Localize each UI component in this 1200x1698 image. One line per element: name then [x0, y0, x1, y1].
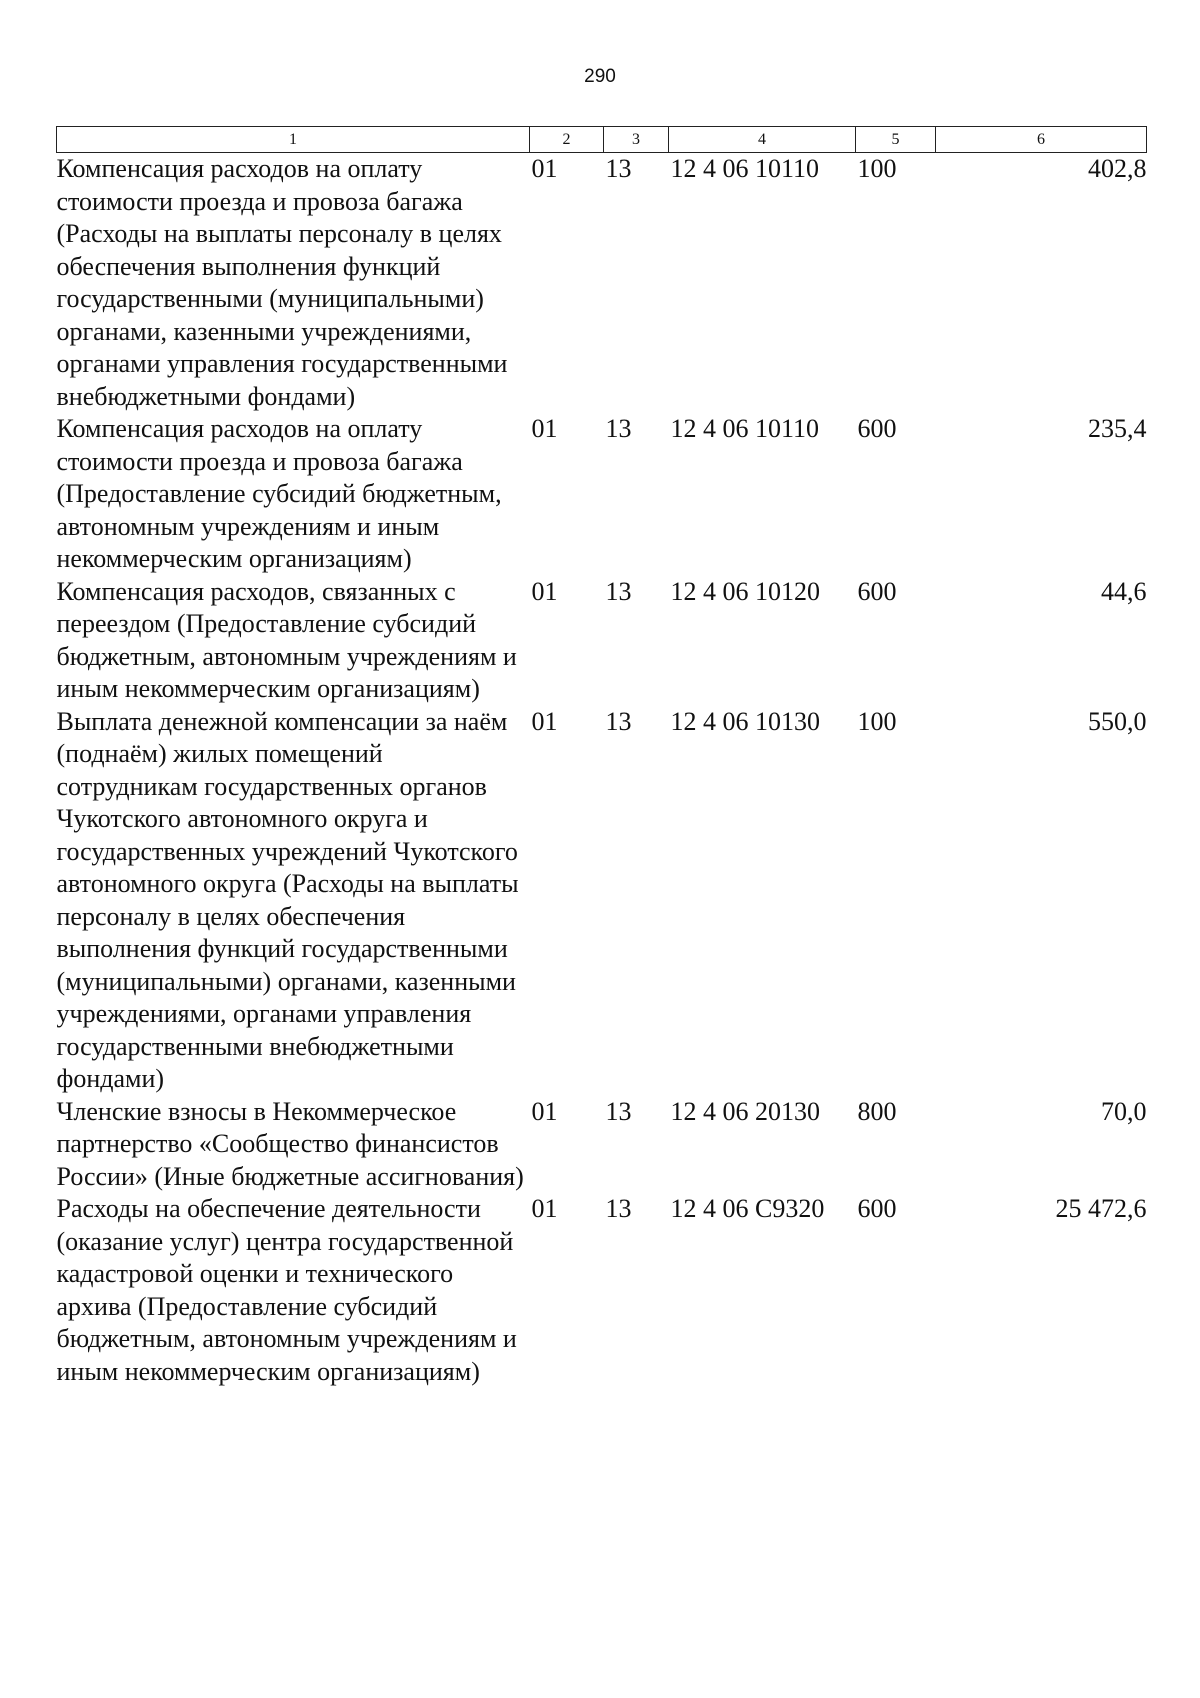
subsection-code-cell: 13: [605, 154, 632, 183]
subsection-code-cell: 13: [605, 576, 632, 606]
column-header-5: 5: [856, 127, 936, 153]
subsection-code-cell: 13: [605, 706, 632, 736]
section-code-cell: 01: [531, 414, 558, 443]
target-article-cell: 12 4 06 10130: [670, 706, 820, 736]
expense-type-cell: 600: [857, 1194, 897, 1223]
expense-type-cell: 600: [857, 576, 897, 606]
section-code-cell: 01: [531, 1096, 558, 1126]
amount-cell: 550,0: [1088, 706, 1147, 736]
target-article-cell: 12 4 06 10120: [670, 576, 820, 606]
section-code-cell: 01: [531, 1194, 558, 1223]
table-row: [57, 1096, 1147, 1194]
target-article-cell: 12 4 06 С9320: [670, 1194, 825, 1223]
subsection-code-cell: 13: [605, 1096, 632, 1126]
expense-type-cell: 100: [857, 154, 897, 183]
target-article-cell: 12 4 06 10110: [670, 414, 820, 443]
expense-name-cell: Компенсация расходов на оплату стоимости проезда и провоза багажа (Расходы на выплаты персоналу в целях обеспечения выполнения функций государственными (муниципальными) органами, казенными учреждениями, органами управления государственными внебюджетными фондами): [56, 154, 508, 411]
column-header-3: 3: [604, 127, 669, 153]
table-row: [57, 706, 1147, 1096]
column-header-4: 4: [669, 127, 856, 153]
expense-name-cell: Членские взносы в Некоммерческое партнерство «Сообщество финансистов России» (Иные бюджетные ассигнования): [56, 1096, 524, 1191]
expense-name-cell: Компенсация расходов, связанных с переездом (Предоставление субсидий бюджетным, автономным учреждениям и иным некоммерческим организациям): [56, 576, 517, 703]
expense-type-cell: 800: [857, 1096, 897, 1126]
amount-cell: 44,6: [1101, 576, 1147, 606]
column-header-6: 6: [936, 127, 1147, 153]
subsection-code-cell: 13: [605, 1194, 632, 1223]
target-article-cell: 12 4 06 10110: [670, 154, 820, 183]
column-header-2: 2: [530, 127, 604, 153]
target-article-cell: 12 4 06 20130: [670, 1096, 820, 1126]
expense-name-cell: Выплата денежной компенсации за наём (поднаём) жилых помещений сотрудникам государственных органов Чукотского автономного округа и государственных учреждений Чукотского автономного округа (Расходы на выплаты персоналу в целях обеспечения выполнения функций государственными (муниципальными) органами, казенными учреждениями, органами управления государственными внебюджетными фондами): [56, 706, 519, 1093]
column-header-1: 1: [57, 127, 530, 153]
table-row: [57, 1193, 1147, 1388]
table-row: [57, 413, 1147, 576]
amount-cell: 235,4: [1088, 414, 1147, 443]
amount-cell: 402,8: [1088, 154, 1147, 183]
page-number: 290: [584, 66, 616, 87]
expense-name-cell: Расходы на обеспечение деятельности (оказание услуг) центра государственной кадастровой оценки и технического архива (Предоставление субсидий бюджетным, автономным учреждениям и иным некоммерческим организациям): [56, 1194, 517, 1386]
section-code-cell: 01: [531, 154, 558, 183]
amount-cell: 25 472,6: [1055, 1194, 1147, 1223]
budget-table: [56, 126, 1147, 1388]
section-code-cell: 01: [531, 706, 558, 736]
section-code-cell: 01: [531, 576, 558, 606]
expense-type-cell: 100: [857, 706, 897, 736]
table-row: [57, 153, 1147, 414]
table-header-row: [57, 127, 1147, 153]
amount-cell: 70,0: [1101, 1096, 1147, 1126]
expense-type-cell: 600: [857, 414, 897, 443]
expense-name-cell: Компенсация расходов на оплату стоимости проезда и провоза багажа (Предоставление субсидий бюджетным, автономным учреждениям и иным некоммерческим организациям): [56, 414, 502, 573]
subsection-code-cell: 13: [605, 414, 632, 443]
table-row: [57, 576, 1147, 706]
